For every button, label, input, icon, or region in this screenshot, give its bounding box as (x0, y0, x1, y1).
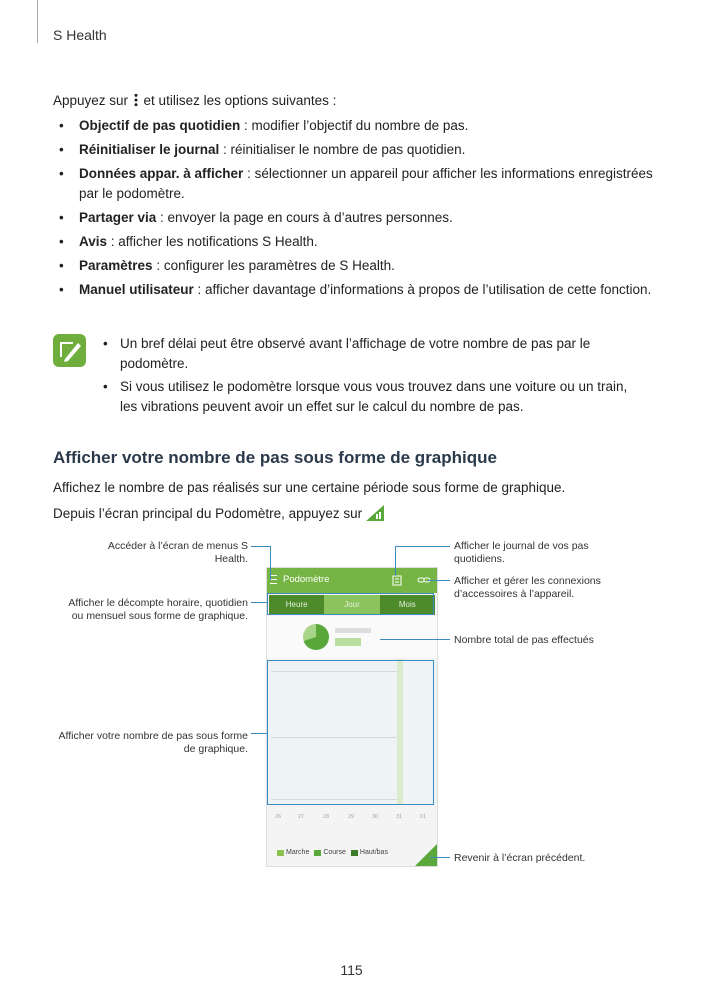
more-options-icon (134, 93, 138, 107)
list-item: • Réinitialiser le journal : réinitialiser le nombre de pas quotidien. (59, 142, 466, 157)
callout-accessories: Afficher et gérer les connexions d’accessoires à l’appareil. (454, 575, 601, 600)
tabs-highlight (267, 593, 434, 615)
app-title: Podomètre (283, 574, 330, 585)
note-pencil-icon (53, 334, 86, 367)
section-paragraph: Affichez le nombre de pas réalisés sur une certaine période sous forme de graphique. (53, 480, 566, 495)
note-box (103, 334, 648, 420)
callout-tabs: Afficher le décompte horaire, quotidien ou mensuel sous forme de graphique. (68, 597, 248, 622)
legend-item: Haut/bas (351, 849, 388, 856)
list-item: • Paramètres : configurer les paramètres de S Health. (59, 257, 395, 273)
callout-total: Nombre total de pas effectués (454, 634, 594, 646)
back-icon[interactable] (415, 844, 437, 866)
section-paragraph-2: Depuis l’écran principal du Podomètre, appuyez sur (53, 505, 384, 521)
callout-back: Revenir à l’écran précédent. (454, 852, 586, 864)
list-item: • Avis : afficher les notifications S Health. (59, 233, 318, 249)
section-heading: Afficher votre nombre de pas sous forme de graphique (53, 448, 497, 467)
intro-text: Appuyez sur et utilisez les options suivantes : (53, 93, 337, 108)
header-rule (37, 0, 38, 43)
callout-graph: Afficher votre nombre de pas sous forme de graphique. (58, 730, 248, 755)
list-item: • Manuel utilisateur : afficher davantage d’informations à propos de l’utilisation de cette fonction. (59, 281, 652, 297)
list-item: • Objectif de pas quotidien : modifier l’objectif du nombre de pas. (59, 118, 469, 133)
tab-jour[interactable]: Jour (324, 595, 379, 615)
x-axis: 26 27 28 29 30 31 01 (275, 814, 427, 820)
tab-mois[interactable]: Mois (398, 600, 416, 609)
steps-summary (267, 616, 437, 658)
legend-item: Course (314, 849, 346, 856)
page-number: 115 (340, 962, 363, 978)
callout-log: Afficher le journal de vos pas quotidiens. (454, 540, 589, 565)
tab-heure[interactable]: Heure (285, 600, 308, 609)
steps-pie (303, 624, 329, 650)
list-item: • Partager via : envoyer la page en cours à d’autres personnes. (59, 209, 453, 225)
app-bar (267, 568, 437, 593)
graph-highlight (267, 660, 434, 805)
callout-menu: Accéder à l’écran de menus S Health. (107, 540, 248, 565)
note-item: • Un bref délai peut être observé avant l’affichage de votre nombre de pas par le podomètre. (103, 336, 591, 371)
graph-legend (277, 849, 388, 856)
menu-icon[interactable] (270, 575, 277, 584)
list-item: • Données appar. à afficher : sélectionner un appareil pour afficher les informations enregistrées par le podomètre. (59, 166, 653, 201)
chart-icon (366, 505, 384, 521)
options-list (53, 116, 653, 304)
legend-item: Marche (277, 849, 309, 856)
running-header: S Health (53, 27, 107, 43)
note-item: • Si vous utilisez le podomètre lorsque vous vous trouvez dans une voiture ou un train, les vibrations peuvent avoir un effet sur le calcul du nombre de pas. (103, 379, 628, 414)
journal-icon[interactable] (392, 574, 402, 586)
